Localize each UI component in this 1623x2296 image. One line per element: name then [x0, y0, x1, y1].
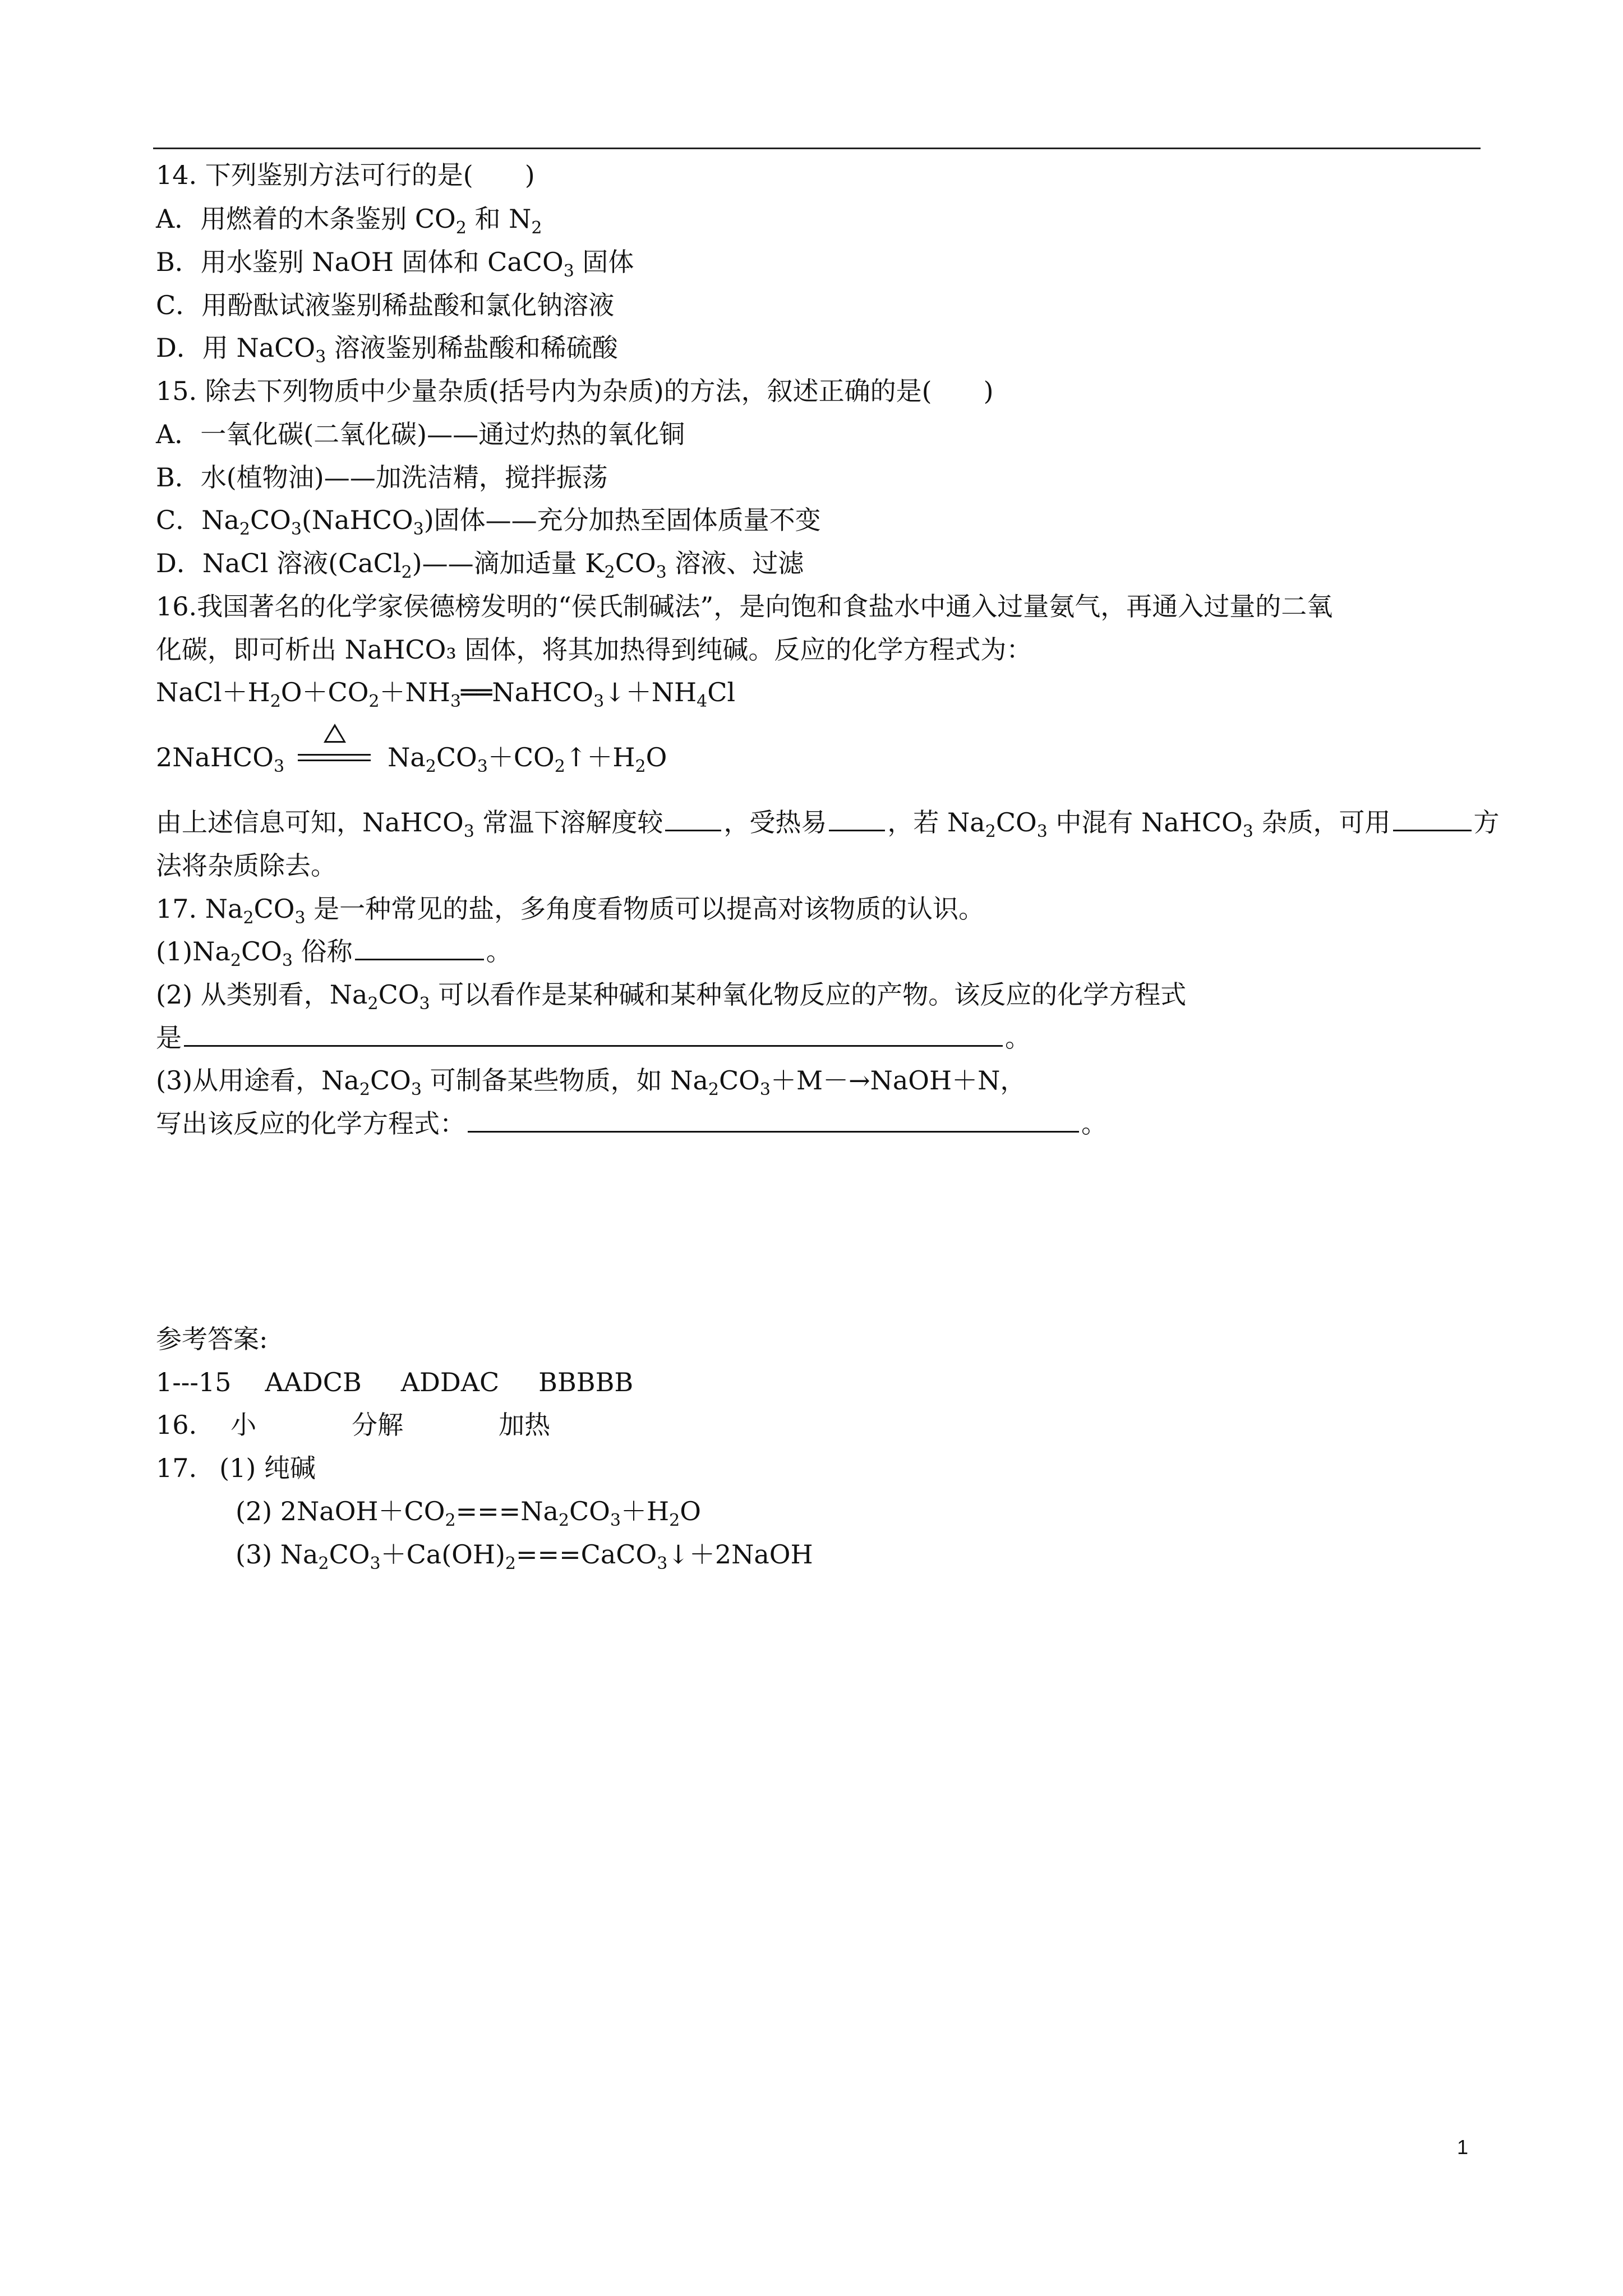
q16-fill-line2: 法将杂质除去。 [156, 850, 336, 881]
q14-option-b: B．用水鉴别 NaOH 固体和 CaCO$_3$ 固体 [156, 247, 634, 281]
answers-row-17-3: (3) $Na_2CO_3+Ca(OH)_2===CaCO_3↓+2NaOH$ [236, 1539, 813, 1573]
answers-row-1-15: 1---15 AADCB ADDAC BBBBB [156, 1367, 634, 1397]
q15-option-c: C．$Na_2CO_3(NaHCO_3)$固体——充分加热至固体质量不变 [156, 505, 821, 539]
q14-option-c: C．用酚酞试液鉴别稀盐酸和氯化钠溶液 [156, 290, 615, 320]
answers-row-17-2: (2) $2NaOH+CO_2===Na_2CO_3+H_2O$ [236, 1496, 701, 1530]
q17-sub-1: $(1)Na_2CO_3$ 俗称 。 [156, 936, 512, 970]
answer-blank[interactable] [829, 807, 885, 831]
answer-blank[interactable] [468, 1108, 1079, 1133]
q15-option-d: D．NaCl 溶液(CaCl$_2$)——滴加适量 $K_2CO_3$ 溶液、过滤 [156, 548, 804, 582]
answer-blank[interactable] [1393, 807, 1472, 831]
q14-option-a: A．用燃着的木条鉴别 $CO_2$ 和 $N_2$ [156, 204, 542, 238]
q16-intro-line1: 16.我国著名的化学家侯德榜发明的“侯氏制碱法”，是向饱和食盐水中通入过量氨气，再通入过量的二氧 [156, 591, 1333, 622]
q17-sub-3-line1: (3)从用途看，$Na_2CO_3$ 可制备某些物质，如 $Na_2CO_3+M-\to NaOH+N$， [156, 1065, 1026, 1099]
q17-sub-2-line2: 是 。 [156, 1023, 1031, 1053]
page-number: 1 [1457, 2136, 1469, 2159]
heating-condition-symbol [298, 743, 371, 776]
q17-intro: 17. $Na_2CO_3$ 是一种常见的盐，多角度看物质可以提高对该物质的认识。 [156, 894, 985, 928]
q14-stem: 14. 下列鉴别方法可行的是( ) [156, 160, 535, 190]
answers-row-16: 16. 小 分解 加热 [156, 1410, 551, 1440]
q16-equation-1: $NaCl+H_2O+CO_2+NH_3══NaHCO_3↓+NH_4Cl$ [156, 677, 736, 711]
q14-option-d: D．用 NaCO$_3$ 溶液鉴别稀盐酸和稀硫酸 [156, 333, 618, 367]
q15-option-a: A．一氧化碳(二氧化碳)——通过灼热的氧化铜 [156, 419, 685, 449]
q17-sub-2-line1: (2) 从类别看，$Na_2CO_3$ 可以看作是某种碱和某种氧化物反应的产物。该反应的化学方程式 [156, 979, 1187, 1014]
header-rule [153, 148, 1481, 149]
answers-row-17: 17. (1) 纯碱 [156, 1453, 316, 1483]
q15-stem: 15. 除去下列物质中少量杂质(括号内为杂质)的方法，叙述正确的是( ) [156, 376, 994, 406]
q16-intro-line2: 化碳，即可析出 NaHCO₃ 固体，将其加热得到纯碱。反应的化学方程式为： [156, 634, 1032, 665]
answers-title: 参考答案: [156, 1324, 268, 1354]
q15-option-b: B．水(植物油)——加洗洁精，搅拌振荡 [156, 462, 608, 493]
answer-blank[interactable] [355, 936, 484, 960]
answer-blank[interactable] [665, 807, 721, 831]
q16-equation-2: 2NaHCO$_3$ $Na_2CO_3+CO_2↑+H_2O$ [156, 740, 667, 776]
answer-blank[interactable] [184, 1023, 1003, 1047]
q16-fill-line1: 由上述信息可知，NaHCO$_3$ 常温下溶解度较 ，受热易 ，若 $Na_2CO_3$ 中混有 NaHCO$_3$ 杂质，可用 方 [156, 807, 1500, 841]
q17-sub-3-line2: 写出该反应的化学方程式： 。 [156, 1108, 1107, 1139]
